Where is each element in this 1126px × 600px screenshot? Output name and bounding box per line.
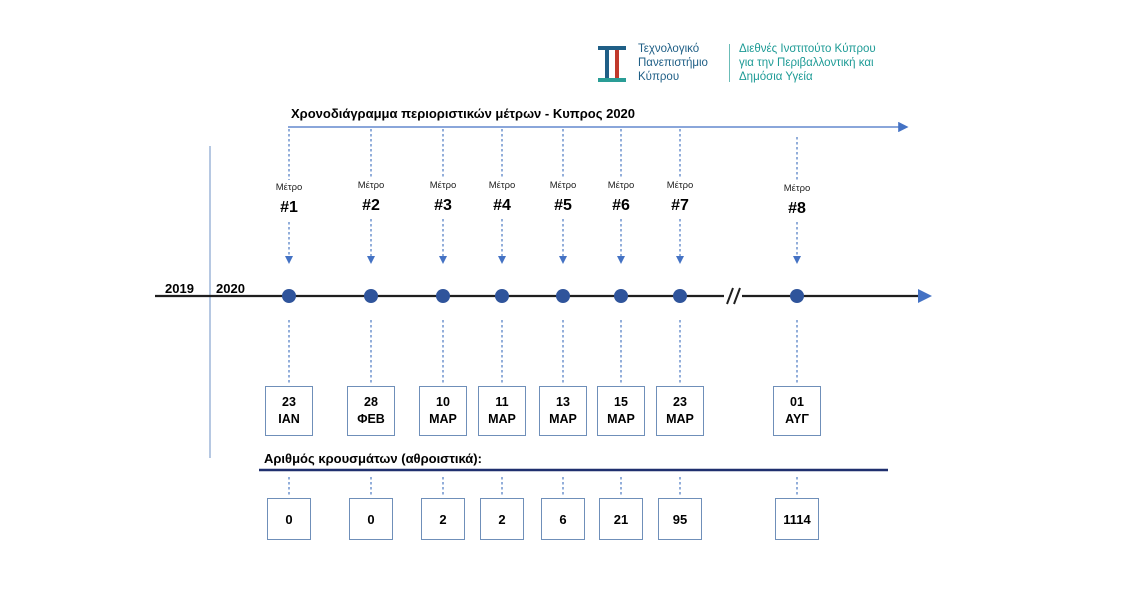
cases-box [480, 498, 524, 540]
measure-dot [364, 289, 378, 303]
measure-dot [614, 289, 628, 303]
university-name: Τεχνολογικό Πανεπιστήμιο Κύπρου [638, 43, 708, 83]
date-day: 11 [495, 395, 509, 409]
chart-title: Χρονοδιάγραμμα περιοριστικών μέτρων - Κυπρος 2020 [291, 106, 636, 121]
measure-number: #2 [362, 197, 380, 214]
measure-number: #6 [612, 197, 630, 214]
cases-box [775, 498, 819, 540]
date-box [539, 386, 587, 436]
measure-label: Μέτρο [607, 180, 635, 191]
cases-value: 95 [672, 511, 688, 527]
institute-name: Διεθνές Ινστιτούτο Κύπρου για την Περιβαλλοντική και Δημόσια Υγεία [739, 43, 876, 83]
date-box [773, 386, 821, 436]
measure-arrowhead [617, 256, 625, 264]
date-day: 10 [436, 395, 450, 409]
date-box [419, 386, 467, 436]
timeline-arrowhead [918, 289, 932, 303]
timeline-break-mark-1 [727, 288, 733, 304]
date-box [478, 386, 526, 436]
measure-label: Μέτρο [429, 180, 457, 191]
cases-value: 21 [613, 511, 629, 527]
measure-label: Μέτρο [666, 180, 694, 191]
date-box [265, 386, 313, 436]
date-month: ΦΕΒ [357, 412, 385, 426]
date-month: ΜΑΡ [488, 412, 516, 426]
cases-box [599, 498, 643, 540]
year-label-2020: 2020 [216, 281, 245, 296]
measure-arrowhead [285, 256, 293, 264]
date-month: ΑΥΓ [785, 412, 809, 426]
measure-dot [673, 289, 687, 303]
measure-arrowhead [676, 256, 684, 264]
measure-dot [495, 289, 509, 303]
date-day: 23 [282, 395, 296, 409]
cases-value: 6 [559, 511, 567, 527]
date-box [597, 386, 645, 436]
cases-box [421, 498, 465, 540]
measure-number: #5 [554, 197, 572, 214]
measure-arrowhead [793, 256, 801, 264]
cases-box [267, 498, 311, 540]
date-day: 15 [614, 395, 628, 409]
cases-box [658, 498, 702, 540]
date-day: 23 [673, 395, 687, 409]
measure-dot [556, 289, 570, 303]
cases-title: Αριθμός κρουσμάτων (αθροιστικά): [264, 451, 482, 466]
date-day: 28 [364, 395, 378, 409]
date-month: ΜΑΡ [607, 412, 635, 426]
date-day: 13 [556, 395, 570, 409]
measure-number: #4 [493, 197, 511, 214]
measure-arrowhead [439, 256, 447, 264]
measure-label: Μέτρο [357, 180, 385, 191]
year-label-2019: 2019 [165, 281, 194, 296]
measure-dot [790, 289, 804, 303]
measure-number: #1 [280, 199, 298, 216]
cases-value: 0 [367, 511, 375, 527]
cases-box [349, 498, 393, 540]
measure-arrowhead [559, 256, 567, 264]
measure-label: Μέτρο [549, 180, 577, 191]
cases-value: 1114 [783, 511, 811, 527]
measure-arrowhead [367, 256, 375, 264]
measure-number: #8 [788, 200, 806, 217]
measure-number: #7 [671, 197, 689, 214]
date-box [347, 386, 395, 436]
measure-number: #3 [434, 197, 452, 214]
cases-box [541, 498, 585, 540]
date-month: ΜΑΡ [549, 412, 577, 426]
date-month: ΙΑΝ [278, 412, 300, 426]
measure-arrowhead [498, 256, 506, 264]
measure-dot [436, 289, 450, 303]
measure-label: Μέτρο [488, 180, 516, 191]
cases-value: 2 [498, 511, 506, 527]
date-day: 01 [790, 395, 804, 409]
date-box [656, 386, 704, 436]
measure-label: Μέτρο [275, 182, 303, 193]
measure-dot [282, 289, 296, 303]
cases-value: 2 [439, 511, 447, 527]
measure-label: Μέτρο [783, 183, 811, 194]
cases-value: 0 [285, 511, 293, 527]
timeline-break-mark-2 [734, 288, 740, 304]
date-month: ΜΑΡ [429, 412, 457, 426]
date-month: ΜΑΡ [666, 412, 694, 426]
